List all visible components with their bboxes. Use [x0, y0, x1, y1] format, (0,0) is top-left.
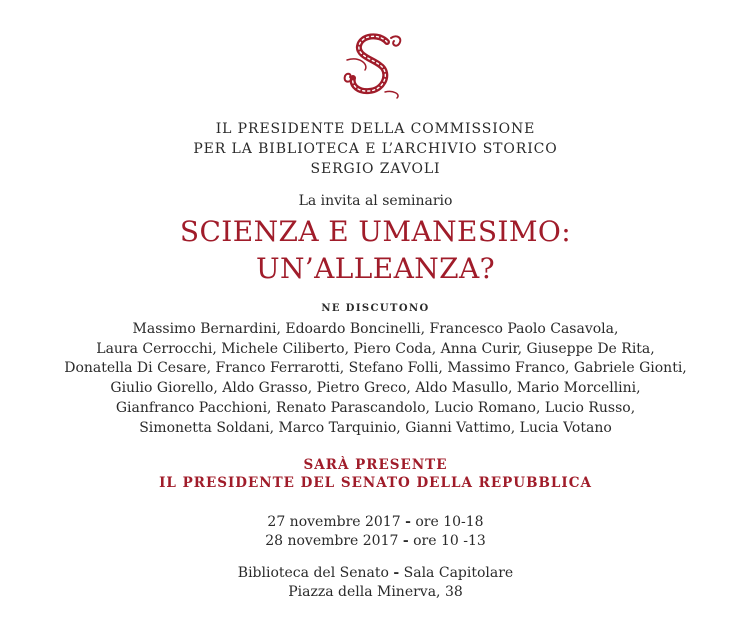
discussants-line: Giulio Giorello, Aldo Grasso, Pietro Greco, Aldo Masullo, Mario Morcellini, — [110, 380, 641, 397]
venue-place: Biblioteca del Senato — [237, 565, 389, 581]
venue-room: Sala Capitolare — [403, 565, 514, 581]
schedule-row — [0, 532, 751, 551]
discussants-line: Massimo Bernardini, Edoardo Boncinelli, Francesco Paolo Casavola, — [132, 321, 619, 337]
schedule-time: ore 10 -13 — [413, 533, 486, 549]
venue — [0, 564, 751, 602]
discussants-list — [0, 320, 751, 438]
schedule-date: 27 novembre 2017 — [267, 514, 401, 530]
guest-line-2: IL PRESIDENTE DEL SENATO DELLA REPUBBLICA — [159, 475, 592, 491]
venue-separator: - — [393, 565, 400, 581]
guest-announcement — [0, 456, 751, 492]
schedule-separator: - — [405, 514, 411, 530]
schedule-separator: - — [402, 533, 409, 549]
discussants-line: Donatella Di Cesare, Franco Ferrarotti, Stefano Folli, Massimo Franco, Gabriele Gionti, — [64, 360, 687, 377]
venue-address: Piazza della Minerva, 38 — [288, 584, 463, 600]
president-heading — [0, 119, 751, 179]
president-line-1: IL PRESIDENTE DELLA COMMISSIONE — [215, 121, 536, 137]
seminar-title-line-2: UN’ALLEANZA? — [255, 252, 496, 285]
schedule-date: 28 novembre 2017 — [265, 533, 399, 549]
discussants-line: Gianfranco Pacchioni, Renato Parascandolo, Lucio Romano, Lucio Russo, — [115, 399, 636, 416]
discussants-heading: NE DISCUTONO — [321, 303, 430, 314]
invite-text: La invita al seminario — [298, 193, 453, 209]
discussants-line: Laura Cerrocchi, Michele Ciliberto, Piero Coda, Anna Curir, Giuseppe De Rita, — [96, 340, 655, 357]
president-name: SERGIO ZAVOLI — [310, 161, 441, 177]
president-line-2: PER LA BIBLIOTECA E L’ARCHIVIO STORICO — [193, 141, 558, 157]
venue-line — [0, 564, 751, 583]
schedule-time: ore 10-18 — [415, 514, 484, 530]
seminar-title — [0, 213, 751, 287]
schedule-row — [0, 513, 751, 532]
discussants-line: Simonetta Soldani, Marco Tarquinio, Gianni Vattimo, Lucia Votano — [139, 419, 612, 436]
senate-monogram-icon — [339, 30, 411, 102]
seminar-title-line-1: SCIENZA E UMANESIMO: — [179, 215, 572, 248]
guest-line-1: SARÀ PRESENTE — [303, 457, 448, 473]
schedule — [0, 513, 751, 551]
